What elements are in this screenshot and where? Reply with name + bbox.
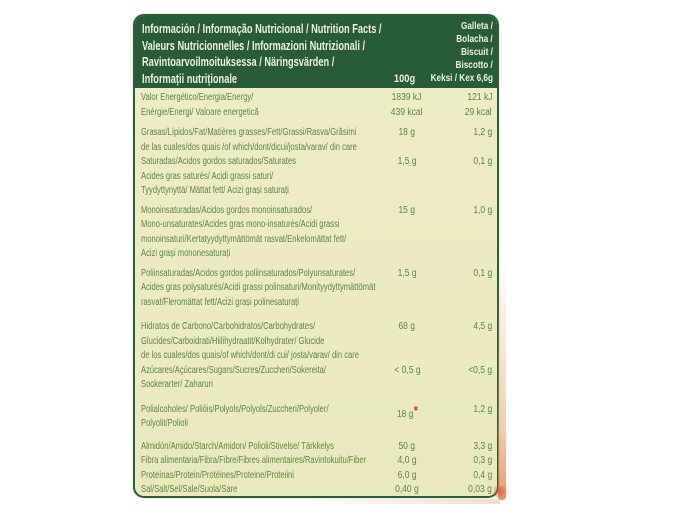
photo-artifact-edge xyxy=(498,260,506,500)
nutrition-label xyxy=(133,14,499,498)
nutrient-row xyxy=(135,483,497,498)
nutrient-row xyxy=(135,349,497,364)
value-per-100g xyxy=(371,378,443,393)
nutrient-row xyxy=(135,335,497,350)
serving-size: Keksi / Kex 6,6g xyxy=(430,72,493,84)
nutrient-row xyxy=(135,454,497,469)
value-per-biscuit xyxy=(443,141,497,156)
value-per-100g xyxy=(371,281,443,296)
nutrient-row xyxy=(135,233,497,248)
value-per-biscuit: 29 kcal xyxy=(465,106,492,118)
value-per-100g xyxy=(371,218,443,233)
value-per-biscuit: 1,0 g xyxy=(473,204,492,216)
nutrient-row xyxy=(135,417,497,432)
nutrient-row xyxy=(135,247,497,262)
product-line: Bolacha / xyxy=(456,33,493,45)
value-per-100g: 439 kcal xyxy=(391,106,423,118)
value-per-biscuit: 0,03 g xyxy=(468,484,492,495)
nutrient-name: Polyolit/Polioli xyxy=(141,418,188,429)
nutrient-name: Saturadas/Acidos gordos saturados/Saturates xyxy=(141,156,297,167)
nutrient-name: Glucides/Carboidrati/Hiilihydraatit/Kolhydrater/ Glucide xyxy=(141,335,325,347)
nutrient-name: Acizi grași mononesaturați xyxy=(141,248,231,259)
header-title-line: Información / Informação Nutricional / Nutrition Facts / xyxy=(142,22,382,36)
nutrient-rows xyxy=(135,88,497,498)
value-per-100g: 68 g xyxy=(398,321,416,332)
nutrient-name: Hidratos de Carbono/Carbohidratos/Carbohydrates/ xyxy=(141,321,316,332)
value-per-100g: 18 g✱ xyxy=(396,405,418,420)
photo-artifact-bottom xyxy=(300,499,500,504)
nutrient-row xyxy=(135,204,497,219)
value-per-100g: 1,5 g xyxy=(397,156,417,167)
value-per-biscuit xyxy=(443,281,497,296)
value-per-biscuit: 121 kJ xyxy=(466,92,492,103)
value-per-biscuit: 0,4 g xyxy=(473,469,492,481)
value-per-100g xyxy=(371,170,443,185)
nutrient-row xyxy=(135,403,497,418)
nutrient-row xyxy=(135,281,497,296)
nutrient-name: monoinsaturi/Kertatyydyttymättömät rasvat/Enkelomättat fett/ xyxy=(141,233,347,245)
column-header-100g: 100g xyxy=(394,73,416,85)
nutrient-row xyxy=(135,91,497,106)
value-per-100g xyxy=(371,184,443,199)
nutrient-name: Mono-unsaturates/Acides gras mono-insaturés/Acidi grassi xyxy=(141,219,340,230)
value-per-biscuit: 1,2 g xyxy=(473,403,492,415)
value-per-biscuit: 0,1 g xyxy=(473,267,492,279)
nutrient-name: rasvat/Fleromättat fett/Acizi grași polinesaturați xyxy=(141,296,299,308)
value-per-biscuit: 3,3 g xyxy=(473,440,492,452)
value-per-biscuit: 0,3 g xyxy=(473,455,492,466)
value-per-100g: 0,40 g xyxy=(395,484,419,495)
value-per-biscuit xyxy=(443,417,497,432)
red-print-mark: ✱ xyxy=(413,405,418,413)
value-per-100g: < 0,5 g xyxy=(393,364,421,376)
header-title-line: Ravintoarvoilmoituksessa / Näringsvärden / xyxy=(142,55,335,69)
nutrient-name: Sal/Salt/Sel/Sale/Suola/Sare xyxy=(141,484,238,495)
value-per-biscuit xyxy=(443,247,497,262)
header-title-line: Valeurs Nutricionnelles / Informazioni Nutrizionali / xyxy=(142,38,366,53)
nutrient-row xyxy=(135,440,497,455)
nutrient-name: Acides gras saturés/ Acidi grassi saturi/ xyxy=(141,170,274,182)
value-per-100g xyxy=(371,141,443,156)
value-per-biscuit xyxy=(443,296,497,311)
nutrient-row xyxy=(135,364,497,379)
nutrient-row xyxy=(135,155,497,170)
product-line: Galleta / xyxy=(461,20,493,32)
value-per-100g xyxy=(371,296,443,311)
nutrient-row xyxy=(135,170,497,185)
nutrient-row xyxy=(135,267,497,282)
value-per-biscuit xyxy=(443,233,497,248)
value-per-biscuit xyxy=(443,184,497,199)
nutrient-name: de las cuales/dos quais /of which/dont/dicui/josta/varav/ din care xyxy=(141,141,357,153)
value-per-100g: 1839 kJ xyxy=(392,92,422,103)
nutrient-row xyxy=(135,106,497,121)
nutrient-name: Azúcares/Açúcares/Sugars/Sucres/Zuccheri/Sokereita/ xyxy=(141,364,327,376)
value-per-biscuit: <0,5 g xyxy=(468,364,492,376)
nutrient-name: Poliinsaturadas/Acidos gordos poliinsaturados/Polyunsaturates/ xyxy=(141,267,356,279)
nutrient-name: Grasas/Lípidos/Fat/Matières grasses/Fett/Grassi/Rasva/Grăsimi xyxy=(141,127,357,138)
value-per-biscuit xyxy=(443,335,497,350)
value-per-100g: 4,0 g xyxy=(397,455,417,466)
nutrient-name: Monoinsaturadas/Acidos gordos monoinsaturados/ xyxy=(141,204,313,216)
value-per-100g xyxy=(371,335,443,350)
nutrient-row xyxy=(135,378,497,393)
nutrient-name: de los cuales/dos quais/of which/dont/di cui/ josta/varav/ din care xyxy=(141,350,359,361)
nutrient-name: Proteínas/Protein/Protéines/Proteine/Proteiini xyxy=(141,469,294,481)
value-per-100g: 6,0 g xyxy=(397,469,417,481)
nutrient-name: Almidón/Amido/Starch/Amidon/ Polioli/Stivelse/ Tärkkelys xyxy=(141,440,334,452)
nutrient-name: Polialcoholes/ Polióis/Polyols/Polyols/Zuccheri/Polyoler/ xyxy=(141,403,329,415)
value-per-biscuit: 0,1 g xyxy=(473,156,492,167)
value-per-100g: 1,5 g xyxy=(397,267,417,279)
nutrient-name: Acides gras polysaturés/Acidi grassi polinsaturi/Monityydyttymättömät xyxy=(141,282,376,293)
nutrient-name: Tyydyttynyttä/ Mättat fett/ Acizi grași saturați xyxy=(141,185,289,196)
nutrient-row xyxy=(135,141,497,156)
value-per-100g: 15 g xyxy=(398,204,416,216)
nutrient-name: Valor Energético/Energia/Energy/ xyxy=(141,92,254,103)
nutrient-row xyxy=(135,184,497,199)
label-header xyxy=(135,16,497,88)
value-per-100g: 50 g xyxy=(398,440,416,452)
product-line: Biscuit / xyxy=(461,46,493,58)
nutrient-row xyxy=(135,218,497,233)
nutrient-name: Fibra alimentaria/Fibra/Fibre/Fibres alimentaires/Ravintokuitu/Fiber xyxy=(141,455,367,466)
value-per-biscuit: 4,5 g xyxy=(473,321,492,332)
nutrient-name: Enérgie/Energi/ Valoare energetică xyxy=(141,106,259,118)
header-title-line: Informații nutriționale xyxy=(142,71,238,86)
nutrient-row xyxy=(135,469,497,484)
value-per-100g: 18 g xyxy=(398,127,416,138)
nutrient-row xyxy=(135,296,497,311)
value-per-biscuit xyxy=(443,170,497,185)
value-per-biscuit: 1,2 g xyxy=(473,127,492,138)
value-per-100g xyxy=(371,349,443,364)
nutrient-name: Sockerarter/ Zaharuri xyxy=(141,379,213,390)
value-per-biscuit xyxy=(443,378,497,393)
nutrient-row xyxy=(135,126,497,141)
value-per-biscuit xyxy=(443,218,497,233)
nutrient-row xyxy=(135,320,497,335)
value-per-100g xyxy=(371,247,443,262)
product-line: Biscotto / xyxy=(455,59,493,71)
value-per-biscuit xyxy=(443,349,497,364)
value-per-100g xyxy=(371,233,443,248)
